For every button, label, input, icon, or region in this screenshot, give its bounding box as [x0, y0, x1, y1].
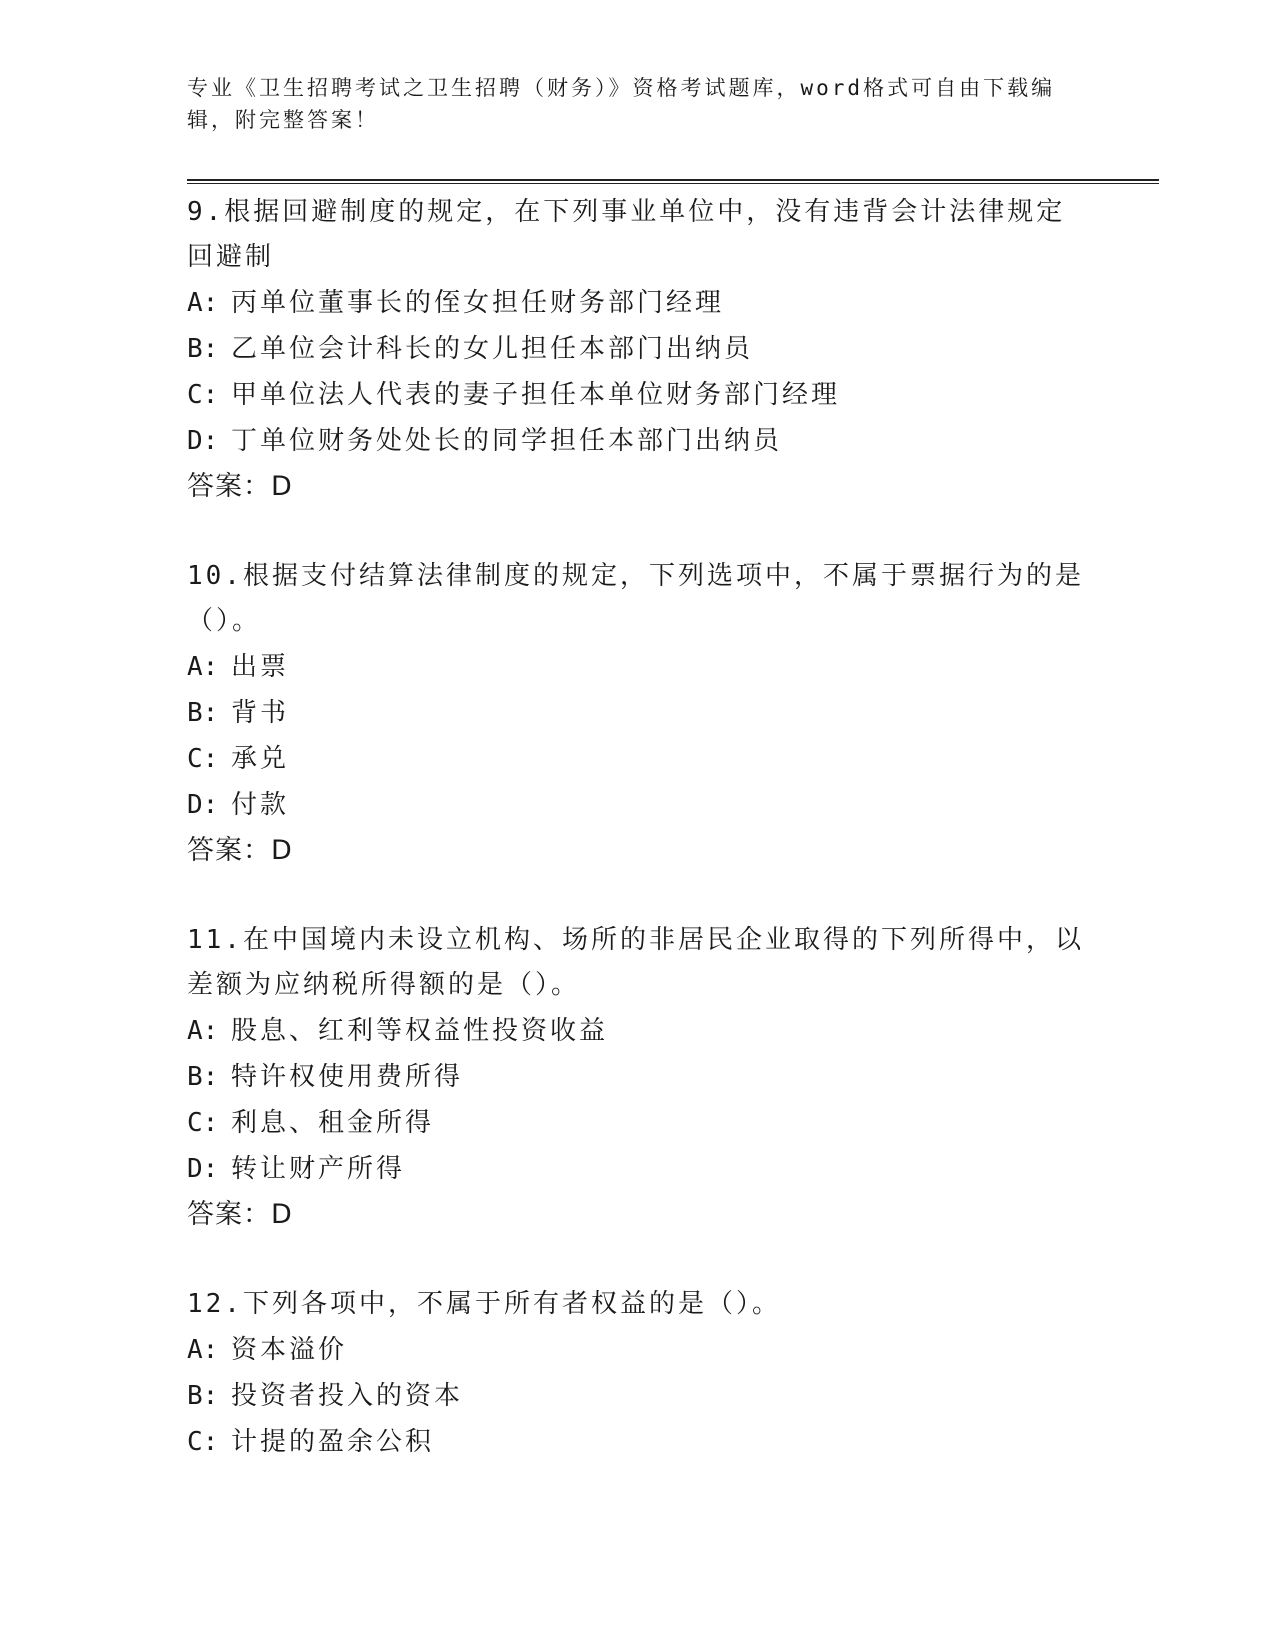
option-c [187, 1419, 1087, 1465]
option-d [187, 1146, 1087, 1192]
question-9 [187, 190, 1087, 510]
option-a [187, 1008, 1087, 1054]
header-divider-thick [187, 179, 1159, 181]
option-b [187, 1373, 1087, 1419]
option-d [187, 418, 1087, 464]
option-letter: D: [187, 1154, 219, 1184]
option-text: 付款 [231, 790, 290, 820]
question-10 [187, 554, 1087, 874]
option-text: 资本溢价 [231, 1335, 348, 1365]
answer-line: 答案：D [187, 835, 293, 866]
question-text: 9.根据回避制度的规定，在下列事业单位中，没有违背会计法律规定回避制 [187, 197, 1066, 272]
question-11 [187, 918, 1087, 1238]
document-header: 专业《卫生招聘考试之卫生招聘（财务）》资格考试题库，word格式可自由下载编辑，附完整答案！ [187, 76, 1056, 132]
option-letter: B: [187, 698, 219, 728]
option-text: 承兑 [231, 744, 290, 774]
option-text: 背书 [231, 698, 290, 728]
option-letter: A: [187, 1016, 219, 1046]
option-a [187, 644, 1087, 690]
question-12 [187, 1282, 1087, 1465]
option-text: 股息、红利等权益性投资收益 [231, 1016, 609, 1046]
option-letter: D: [187, 790, 219, 820]
answer-line: 答案：D [187, 1199, 293, 1230]
question-text: 12.下列各项中，不属于所有者权益的是（）。 [187, 1289, 781, 1319]
option-text: 计提的盈余公积 [231, 1427, 435, 1457]
option-letter: C: [187, 744, 219, 774]
option-a [187, 1327, 1087, 1373]
option-text: 乙单位会计科长的女儿担任本部门出纳员 [231, 334, 754, 364]
option-c [187, 736, 1087, 782]
option-a [187, 280, 1087, 326]
option-text: 丙单位董事长的侄女担任财务部门经理 [231, 288, 725, 318]
option-text: 利息、租金所得 [231, 1108, 435, 1138]
answer-line: 答案：D [187, 471, 293, 502]
option-letter: D: [187, 426, 219, 456]
option-b [187, 1054, 1087, 1100]
option-letter: A: [187, 652, 219, 682]
option-b [187, 326, 1087, 372]
header-divider-thin [187, 183, 1159, 184]
option-letter: B: [187, 1062, 219, 1092]
option-d [187, 782, 1087, 828]
option-c [187, 1100, 1087, 1146]
option-text: 投资者投入的资本 [231, 1381, 464, 1411]
option-text: 丁单位财务处处长的同学担任本部门出纳员 [231, 426, 783, 456]
option-text: 甲单位法人代表的妻子担任本单位财务部门经理 [231, 380, 841, 410]
option-letter: B: [187, 334, 219, 364]
option-text: 转让财产所得 [231, 1154, 406, 1184]
option-text: 出票 [231, 652, 290, 682]
option-letter: C: [187, 1108, 219, 1138]
option-b [187, 690, 1087, 736]
option-text: 特许权使用费所得 [231, 1062, 464, 1092]
option-letter: A: [187, 1335, 219, 1365]
option-letter: A: [187, 288, 219, 318]
option-letter: C: [187, 380, 219, 410]
question-text: 11.在中国境内未设立机构、场所的非居民企业取得的下列所得中，以差额为应纳税所得额的是（）。 [187, 925, 1084, 1000]
option-letter: C: [187, 1427, 219, 1457]
option-c [187, 372, 1087, 418]
question-list [187, 190, 1087, 1509]
option-letter: B: [187, 1381, 219, 1411]
question-text: 10.根据支付结算法律制度的规定，下列选项中，不属于票据行为的是（）。 [187, 561, 1084, 636]
